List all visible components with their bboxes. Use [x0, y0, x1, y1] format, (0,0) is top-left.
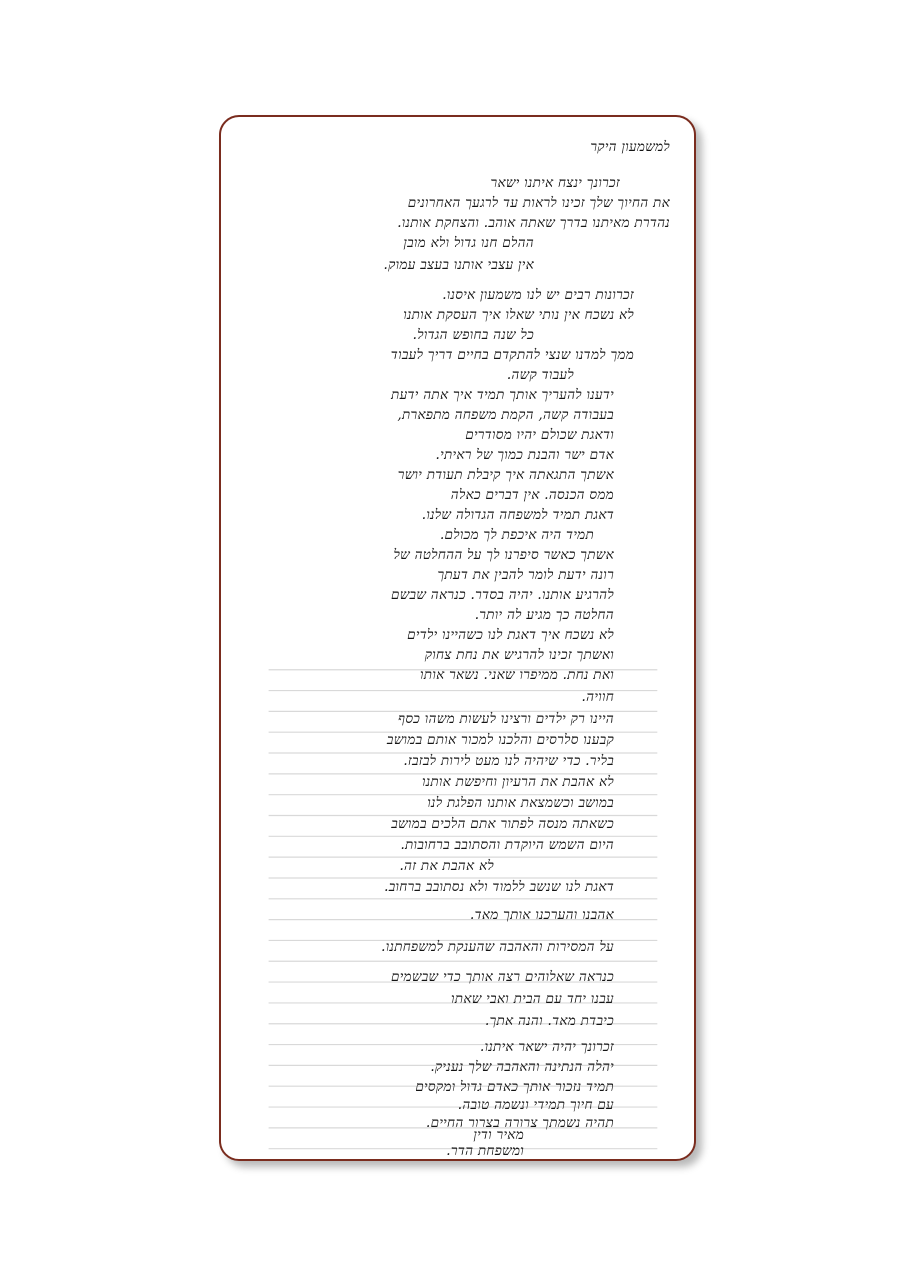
- letter-line: דאגת תמיד למשפחה הגדולה שלנו.: [421, 507, 614, 523]
- letter-line: ואשתך זכינו להרגיש את נחת צחוק: [424, 647, 614, 663]
- letter-line: זכרונות רבים יש לנו משמעון איסנו.: [442, 287, 634, 303]
- letter-line: עבנו יחד עם הבית ואבי שאתו: [451, 991, 614, 1007]
- letter-line: החלטה כך מגיע לה יותר.: [474, 607, 614, 623]
- letter-line: ממס הכנסה. אין דברים כאלה: [450, 487, 614, 503]
- letter-line: כל שנה בחופש הגדול.: [412, 327, 534, 343]
- letter-line: דאגת לנו שנשב ללמוד ולא נסתובב ברחוב.: [384, 879, 614, 895]
- letter-line: לא נשכח אין נותי שאלו איך העסקת אותנו: [403, 307, 634, 323]
- letter-line: את החיוך שלך זכינו לראות עד לרגעך האחרונים: [407, 195, 670, 211]
- letter-line: היינו רק ילדים ורצינו לעשות משהו כסף: [398, 711, 614, 727]
- letter-line: לא נשכח איך דאגת לנו כשהיינו ילדים: [407, 627, 614, 643]
- letter-line: חוויה.: [581, 689, 614, 705]
- letter-line: בליר. כדי שיהיה לנו מעט לירות לבזבז.: [403, 753, 614, 769]
- letter-line: ההלם חנו גדול ולא מובן: [403, 235, 534, 251]
- letter-line: ודאגת שכולם יהיו מסודרים: [465, 427, 614, 443]
- letter-line: לא אהבת את הרעיון וחיפשת אותנו: [421, 774, 614, 790]
- letter-line: אשתך התגאתה איך קיבלת תעודת יושר: [397, 467, 614, 483]
- letter-line: ידענו להעריך אותך תמיד איך אתה ידעת: [391, 387, 614, 403]
- letter-salutation: למשמעון היקר: [590, 139, 670, 155]
- letter-line: קבענו סלרסים והלכנו למכור אותם במושב: [386, 732, 614, 748]
- letter-line: כשאתה מנסה לפתור אתם הלכים במושב: [391, 816, 614, 832]
- letter-line: אשתך כאשר סיפרנו לך על ההחלטה של: [393, 547, 614, 563]
- letter-line: אדם ישר והבנת כמוך של ראיתי.: [435, 447, 614, 463]
- letter-line: תהיה נשמתך צרורה בצרור החיים.: [426, 1115, 614, 1131]
- letter-line: זכרונך יהיה ישאר איתנו.: [480, 1039, 614, 1055]
- letter-line: כיבדת מאד. והנה אתך.: [484, 1013, 614, 1029]
- letter-line: במושב וכשמצאת אותנו הפלגת לנו: [427, 795, 614, 811]
- letter-line: יהלה הנתינה והאהבה שלך נעניק.: [430, 1059, 614, 1075]
- letter-line: על המסירות והאהבה שהענקת למשפחתנו.: [381, 939, 614, 955]
- letter-line: תמיד נזכור אותך כאדם גדול ומקסים: [415, 1079, 614, 1095]
- letter-line: אין עצבי אותנו בעצב עמוק.: [383, 257, 534, 273]
- letter-line: נהדרת מאיתנו בדרך שאתה אוהב. והצחקת אותנו.: [397, 215, 670, 231]
- handwritten-letter-card: [219, 115, 696, 1161]
- letter-signature-line: מאיר ודין: [473, 1127, 524, 1143]
- letter-line: לעבוד קשה.: [506, 367, 574, 383]
- letter-line: לא אהבת את זה.: [399, 858, 494, 874]
- letter-signature-line: ומשפחת הדר.: [446, 1143, 524, 1159]
- letter-line: כנראה שאלוהים רצה אותך כדי שבשמים: [390, 969, 614, 985]
- letter-line: להרגיע אותנו. יהיה בסדר. כנראה שבשם: [390, 587, 614, 603]
- letter-line: ואת נחת. ממיפרו שאני. נשאר אותו: [420, 667, 614, 683]
- letter-line: ממך למדנו שנצי להתקדם בחיים דריך לעבוד: [390, 347, 634, 363]
- letter-line: זכרונך ינצח איתנו ישאר: [490, 175, 620, 191]
- letter-line: תמיד היה איכפת לך מכולם.: [439, 527, 594, 543]
- letter-line: עם חיוך תמידי ונשמה טובה.: [457, 1097, 614, 1113]
- letter-line: רונה ידעת לומר להבין את דעתך: [437, 567, 614, 583]
- letter-line: אהבנו והערכנו אותך מאד.: [470, 907, 614, 923]
- letter-line: היום השמש היוקדת והסתובב ברחובות.: [400, 837, 614, 853]
- letter-line: בעבודה קשה, הקמת משפחה מתפארת,: [397, 407, 614, 423]
